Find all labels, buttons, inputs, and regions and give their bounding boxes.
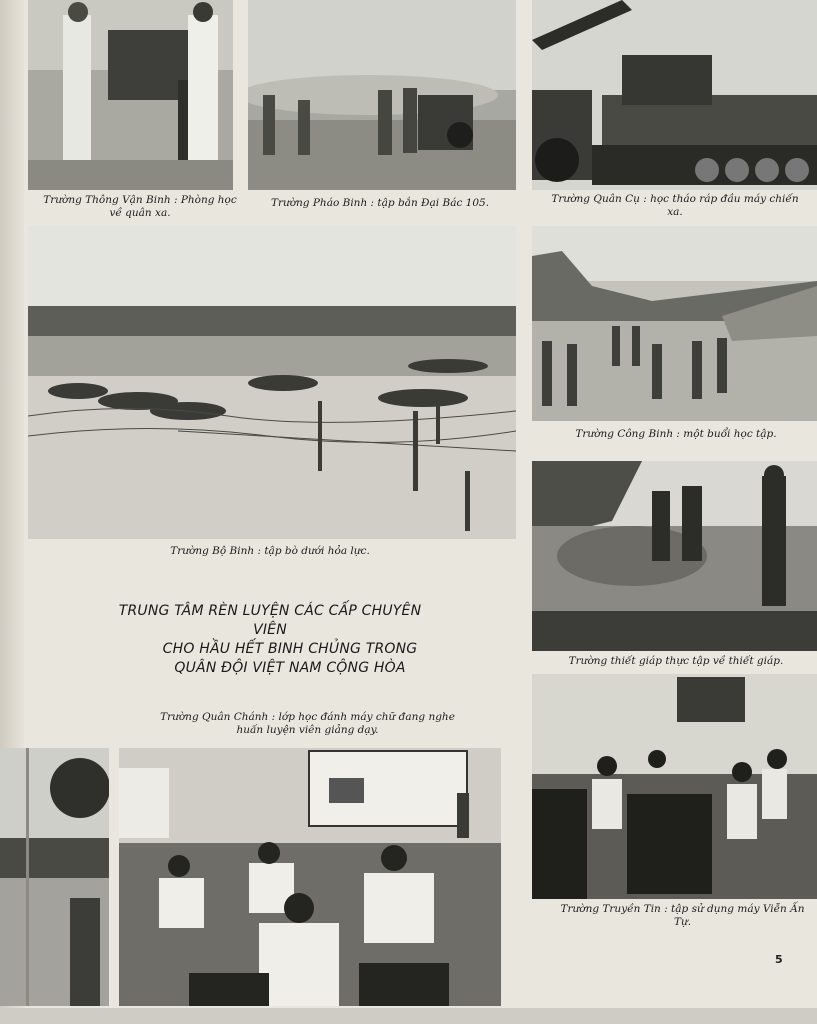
headline-line-3: QUÂN ĐỘI VIỆT NAM CỘNG HÒA	[174, 660, 406, 676]
headline-line-2: CHO HẦU HẾT BINH CHỦNG TRONG	[162, 641, 418, 657]
article-headline	[100, 602, 440, 678]
headline-line-1: TRUNG TÂM RÈN LUYỆN CÁC CẤP CHUYÊN VIÊN	[118, 603, 422, 638]
photo-bo-binh	[28, 226, 516, 539]
page-number: 5	[775, 953, 783, 966]
caption-truyen-tin: Trường Truyền Tin : tập sử dụng máy Viễn Ấn Tự.	[560, 903, 805, 928]
photo-cong-binh	[532, 226, 817, 421]
photo-left-strip	[0, 748, 109, 1006]
caption-thong-van-binh: Trường Thông Vận Binh : Phòng học về quân xa.	[43, 194, 237, 219]
photo-thong-van-binh	[28, 0, 233, 190]
caption-quan-cu: Trường Quân Cụ : học tháo ráp đầu máy chiến xa.	[551, 193, 799, 218]
caption-cong-binh: Trường Công Binh : một buổi học tập.	[575, 428, 777, 440]
caption-bo-binh: Trường Bộ Binh : tập bò dưới hỏa lực.	[170, 545, 370, 557]
caption-quan-chanh: Trường Quân Chánh : lớp học đánh máy chữ đang nghe huấn luyện viên giảng dạy.	[160, 711, 455, 736]
caption-thiet-giap: Trường thiết giáp thực tập về thiết giáp.	[568, 655, 784, 667]
photo-thiet-giap	[532, 461, 817, 651]
photo-truyen-tin	[532, 674, 817, 899]
page-bottom-edge	[0, 1008, 817, 1024]
photo-phao-binh	[248, 0, 516, 190]
photo-quan-chanh	[119, 748, 501, 1006]
caption-phao-binh: Trường Pháo Binh : tập bắn Đại Bác 105.	[270, 197, 490, 209]
photo-quan-cu	[532, 0, 817, 190]
